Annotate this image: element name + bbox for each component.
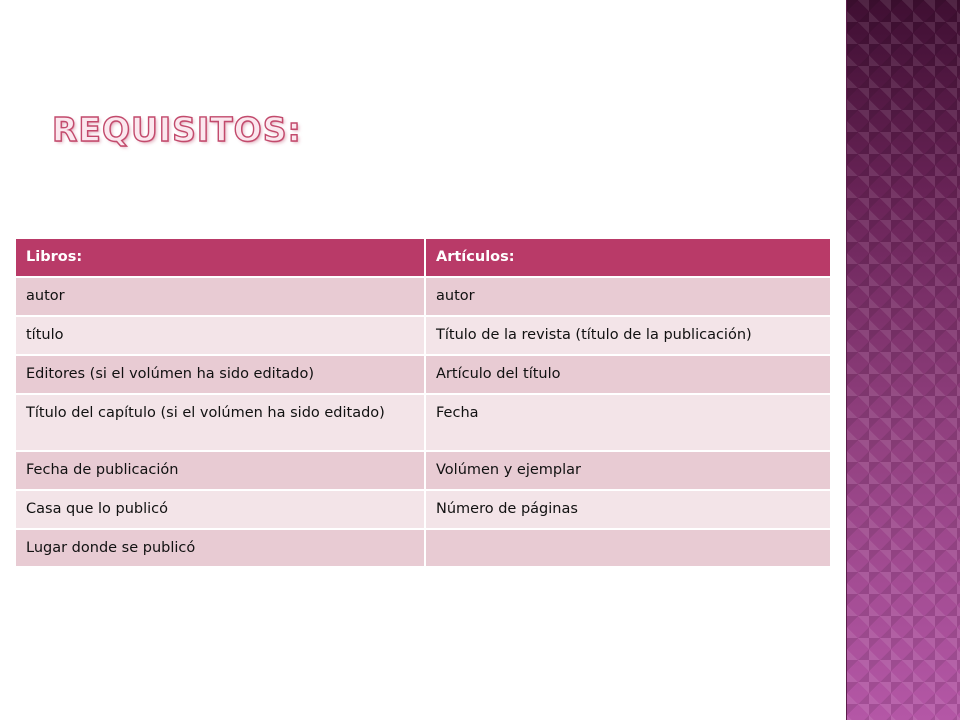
table-cell-libros: Fecha de publicación — [16, 451, 425, 490]
table-cell-libros: autor — [16, 277, 425, 316]
table-cell-articulos — [425, 529, 831, 567]
header-libros: Libros: — [16, 239, 425, 277]
table-row — [16, 451, 831, 490]
table-cell-libros: título — [16, 316, 425, 355]
decorative-side-band — [846, 0, 960, 720]
table-cell-libros: Lugar donde se publicó — [16, 529, 425, 567]
table-row — [16, 394, 831, 451]
table-cell-articulos: Volúmen y ejemplar — [425, 451, 831, 490]
table-cell-articulos: Fecha — [425, 394, 831, 451]
table-cell-articulos: autor — [425, 277, 831, 316]
table-row — [16, 490, 831, 529]
table-cell-libros: Editores (si el volúmen ha sido editado) — [16, 355, 425, 394]
table-cell-articulos: Artículo del título — [425, 355, 831, 394]
table-row — [16, 277, 831, 316]
table-cell-libros: Casa que lo publicó — [16, 490, 425, 529]
requirements-table — [16, 239, 832, 568]
table-header-row — [16, 239, 831, 277]
table-row — [16, 529, 831, 567]
header-articulos: Artículos: — [425, 239, 831, 277]
table-cell-libros: Título del capítulo (si el volúmen ha sido editado) — [16, 394, 425, 451]
table-row — [16, 355, 831, 394]
table-cell-articulos: Título de la revista (título de la publicación) — [425, 316, 831, 355]
table-row — [16, 316, 831, 355]
slide-title: REQUISITOS: — [52, 110, 302, 149]
table-cell-articulos: Número de páginas — [425, 490, 831, 529]
